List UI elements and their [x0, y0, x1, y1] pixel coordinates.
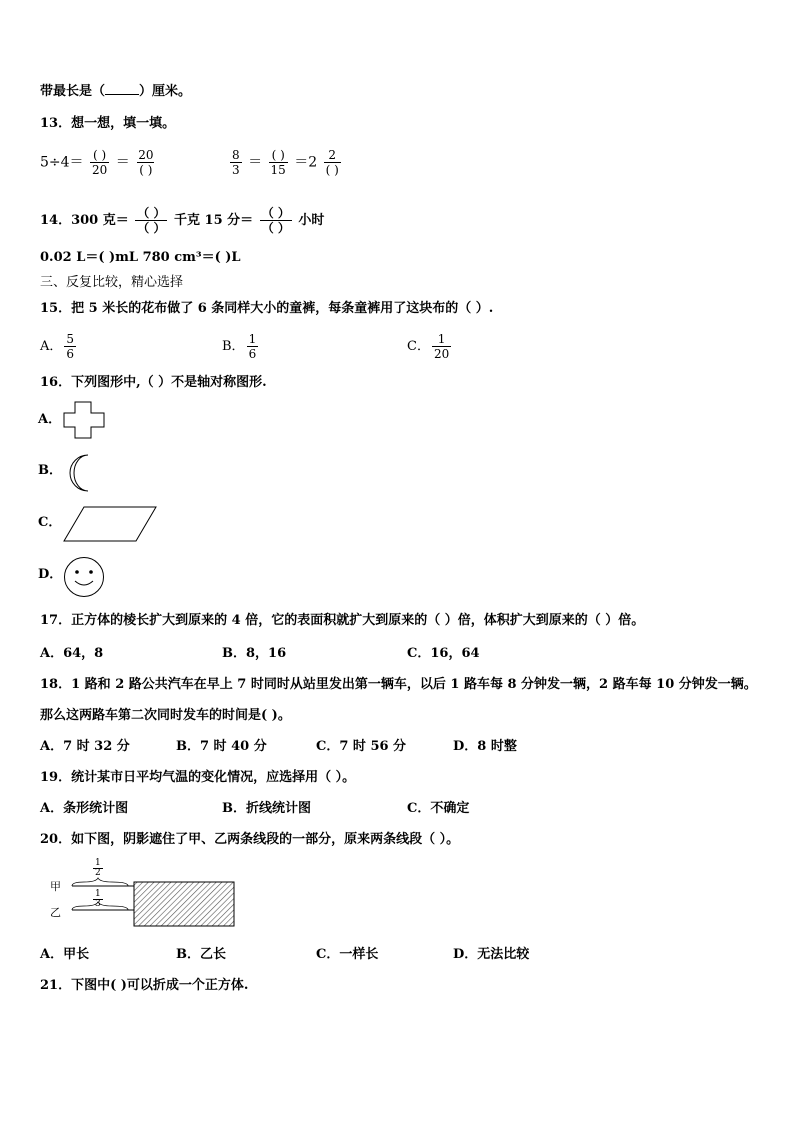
q18-option-d[interactable]: D．8 时整	[453, 739, 517, 754]
q14-fraction-1: $\frac{( )}{( )}$	[137, 206, 166, 235]
q16-option-b-label[interactable]: B．	[38, 463, 62, 478]
q20-option-b[interactable]: B．乙长	[176, 947, 226, 962]
q16-option-a-label[interactable]: A．	[38, 412, 62, 427]
q13-expression-2: $\frac{8}{3}$ ＝ $\frac{( )}{15}$ ＝2 $\frac{2}{( )}$	[232, 148, 339, 177]
q20-label-jia: 甲	[50, 880, 61, 893]
q12-tail: 带最长是（ ）厘米。	[40, 84, 192, 99]
q16-stem: 16．下列图形中,（ ）不是轴对称图形.	[40, 375, 267, 390]
q20-option-c[interactable]: C．一样长	[316, 947, 379, 962]
q15-option-c[interactable]: C． $\frac{1}{20}$	[407, 332, 450, 361]
q17-option-c[interactable]: C．16，64	[407, 646, 480, 661]
q19-option-c[interactable]: C．不确定	[407, 801, 470, 816]
q18-stem: 18．1 路和 2 路公共汽车在早上 7 时同时从站里发出第一辆车，以后 1 路车每 8 分钟发一辆，2 路车每 10 分钟发一辆。	[40, 677, 757, 692]
q13-fraction-5: $\frac{2}{( )}$	[325, 148, 339, 177]
q20-stem: 20．如下图，阴影遮住了甲、乙两条线段的一部分，原来两条线段（ ）。	[40, 832, 460, 847]
q19-stem: 19．统计某市日平均气温的变化情况，应选择用（ ）。	[40, 770, 356, 785]
q20-diagram	[40, 860, 240, 930]
q21-stem: 21．下图中( )可以折成一个正方体.	[40, 978, 249, 993]
q19-option-b[interactable]: B．折线统计图	[222, 801, 311, 816]
q15-option-a[interactable]: A． $\frac{5}{6}$	[40, 332, 75, 361]
smiley-face-icon	[63, 556, 105, 598]
q15-option-b[interactable]: B． $\frac{1}{6}$	[222, 332, 257, 361]
q14-line-1: 14．300 克＝ $\frac{( )}{( )}$ 千克 15 分＝ $\frac{( )}{( )}$ 小时	[40, 206, 325, 235]
q13-title: 13．想一想，填一填。	[40, 116, 176, 131]
q16-option-c-label[interactable]: C．	[38, 515, 62, 530]
q14-line-2: 0.02 L＝( )mL 780 cm³＝( )L	[40, 250, 241, 265]
q19-option-a[interactable]: A．条形统计图	[40, 801, 129, 816]
q13-fraction-2: $\frac{20}{( )}$	[138, 148, 154, 177]
q13-fraction-1: $\frac{( )}{20}$	[92, 148, 108, 177]
q13-fraction-3: $\frac{8}{3}$	[232, 148, 240, 177]
q20-label-yi: 乙	[50, 906, 61, 919]
answer-blank[interactable]	[105, 82, 139, 95]
q20-fraction-2: $\frac{1}{3}$	[95, 889, 101, 909]
section-3-heading: 三、反复比较，精心选择	[40, 275, 184, 290]
crescent-moon-icon	[60, 453, 94, 493]
q13-expression-1: 5÷4＝ $\frac{( )}{20}$ ＝ $\frac{20}{( )}$	[40, 148, 154, 177]
q20-option-d[interactable]: D．无法比较	[453, 947, 530, 962]
cross-shape-icon	[63, 401, 105, 439]
q20-fraction-1: $\frac{1}{2}$	[95, 858, 101, 878]
q14-fraction-2: $\frac{( )}{( )}$	[261, 206, 290, 235]
q16-option-d-label[interactable]: D．	[38, 567, 63, 582]
q17-option-a[interactable]: A．64，8	[40, 646, 104, 661]
q17-stem: 17．正方体的棱长扩大到原来的 4 倍，它的表面积就扩大到原来的（ ）倍，体积扩大到原来的（ ）倍。	[40, 613, 645, 628]
segments-diagram	[40, 860, 240, 930]
q15-stem: 15．把 5 米长的花布做了 6 条同样大小的童裤，每条童裤用了这块布的（ ）.	[40, 301, 494, 316]
q20-option-a[interactable]: A．甲长	[40, 947, 90, 962]
q13-fraction-4: $\frac{( )}{15}$	[270, 148, 286, 177]
parallelogram-icon	[62, 506, 158, 542]
q18-option-a[interactable]: A．7 时 32 分	[40, 739, 130, 754]
q17-option-b[interactable]: B．8，16	[222, 646, 287, 661]
q18-option-c[interactable]: C．7 时 56 分	[316, 739, 407, 754]
q18-stem-2: 那么这两路车第二次同时发车的时间是( )。	[40, 708, 291, 723]
q18-option-b[interactable]: B．7 时 40 分	[176, 739, 267, 754]
